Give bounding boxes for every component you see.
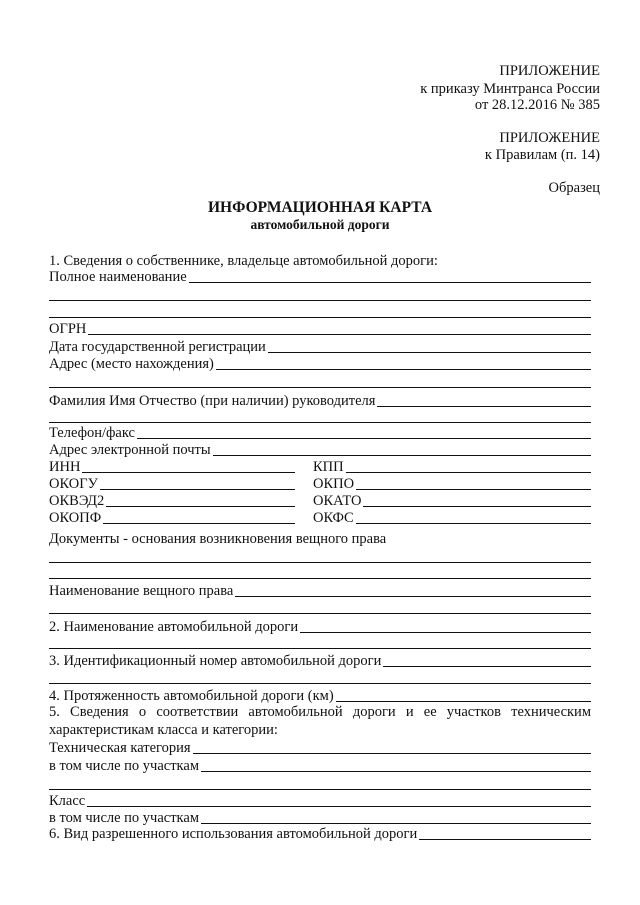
category-sections-field[interactable] <box>201 771 591 772</box>
manager-label: Фамилия Имя Отчество (при наличии) руководителя <box>49 392 376 409</box>
kpp-label: КПП <box>313 458 344 475</box>
appendix-order-date: от 28.12.2016 № 385 <box>474 97 600 113</box>
code-row-kpp <box>313 458 591 474</box>
okogu-label: ОКОГУ <box>49 475 98 492</box>
documents-label: Документы - основания возникновения вещного права <box>49 531 387 547</box>
okopf-field[interactable] <box>103 523 295 524</box>
class-sections-label: в том числе по участкам <box>49 809 199 826</box>
address-row <box>49 355 591 371</box>
email-field[interactable] <box>213 455 591 456</box>
code-row-okfs <box>313 509 591 525</box>
okved-field[interactable] <box>106 506 295 507</box>
code-row-okpo <box>313 475 591 491</box>
road-length-row <box>49 687 591 703</box>
ogrn-field[interactable] <box>88 334 591 335</box>
phone-label: Телефон/факс <box>49 424 135 441</box>
full-name-field[interactable] <box>189 282 591 283</box>
road-name-label: 2. Наименование автомобильной дороги <box>49 618 299 635</box>
reg-date-field[interactable] <box>268 352 591 353</box>
class-row <box>49 792 591 808</box>
address-line-2[interactable] <box>49 387 591 388</box>
right-name-row <box>49 582 591 598</box>
address-field[interactable] <box>216 369 591 370</box>
appendix-title-1: ПРИЛОЖЕНИЕ <box>499 63 600 79</box>
reg-date-label: Дата государственной регистрации <box>49 338 266 355</box>
phone-row <box>49 424 591 440</box>
road-id-label: 3. Идентификационный номер автомобильной дороги <box>49 652 382 669</box>
appendix-rules-ref: к Правилам (п. 14) <box>484 147 600 163</box>
appendix-title-2: ПРИЛОЖЕНИЕ <box>499 130 600 146</box>
documents-line-1[interactable] <box>49 562 591 563</box>
okfs-label: ОКФС <box>313 509 354 526</box>
okpo-field[interactable] <box>356 489 591 490</box>
code-row-inn <box>49 458 295 474</box>
usage-type-field[interactable] <box>419 839 591 840</box>
road-id-field[interactable] <box>383 666 591 667</box>
document-subtitle: автомобильной дороги <box>250 217 390 232</box>
manager-line-2[interactable] <box>49 422 591 423</box>
category-sections-row <box>49 757 591 773</box>
reg-date-row <box>49 338 591 354</box>
okopf-label: ОКОПФ <box>49 509 102 526</box>
okfs-field[interactable] <box>356 523 591 524</box>
ogrn-row <box>49 320 591 336</box>
email-row <box>49 441 591 457</box>
right-name-label: Наименование вещного права <box>49 582 234 599</box>
right-name-line-2[interactable] <box>49 613 591 614</box>
section5-heading-line-2: характеристикам класса и категории: <box>49 722 278 738</box>
manager-field[interactable] <box>377 406 591 407</box>
documents-line-2[interactable] <box>49 578 591 579</box>
manager-row <box>49 392 591 408</box>
okpo-label: ОКПО <box>313 475 355 492</box>
class-sections-field[interactable] <box>201 823 591 824</box>
full-name-line-2[interactable] <box>49 300 591 301</box>
class-field[interactable] <box>87 806 591 807</box>
section5-heading-line-1: 5. Сведения о соответствии автомобильной дороги и ее участков техническим <box>49 704 591 720</box>
full-name-label: Полное наименование <box>49 268 187 285</box>
kpp-field[interactable] <box>346 472 591 473</box>
class-label: Класс <box>49 792 86 809</box>
road-length-label: 4. Протяженность автомобильной дороги (км) <box>49 687 334 704</box>
ogrn-label: ОГРН <box>49 320 87 337</box>
code-row-okved <box>49 492 295 508</box>
road-id-line-2[interactable] <box>49 683 591 684</box>
category-sections-line-2[interactable] <box>49 789 591 790</box>
sample-label: Образец <box>548 180 600 196</box>
tech-category-field[interactable] <box>193 753 591 754</box>
road-id-row <box>49 652 591 668</box>
category-sections-label: в том числе по участкам <box>49 757 199 774</box>
road-name-line-2[interactable] <box>49 648 591 649</box>
class-sections-row <box>49 809 591 825</box>
email-label: Адрес электронной почты <box>49 441 211 458</box>
road-name-row <box>49 618 591 634</box>
full-name-line-3[interactable] <box>49 317 591 318</box>
code-row-okogu <box>49 475 295 491</box>
section1-heading: 1. Сведения о собственнике, владельце автомобильной дороги: <box>49 253 438 269</box>
inn-label: ИНН <box>49 458 81 475</box>
code-row-okato <box>313 492 591 508</box>
okato-field[interactable] <box>363 506 591 507</box>
address-label: Адрес (место нахождения) <box>49 355 214 372</box>
document-title: ИНФОРМАЦИОННАЯ КАРТА <box>207 199 433 216</box>
tech-category-row <box>49 739 591 755</box>
road-name-field[interactable] <box>300 632 591 633</box>
appendix-order-ref: к приказу Минтранса России <box>420 81 600 97</box>
road-length-field[interactable] <box>336 701 591 702</box>
code-row-okopf <box>49 509 295 525</box>
okato-label: ОКАТО <box>313 492 362 509</box>
inn-field[interactable] <box>82 472 295 473</box>
tech-category-label: Техническая категория <box>49 739 191 756</box>
okved-label: ОКВЭД2 <box>49 492 105 509</box>
right-name-field[interactable] <box>235 596 591 597</box>
full-name-row <box>49 268 591 284</box>
usage-type-label: 6. Вид разрешенного использования автомобильной дороги <box>49 825 418 842</box>
okogu-field[interactable] <box>100 489 295 490</box>
phone-field[interactable] <box>137 438 591 439</box>
usage-type-row <box>49 825 591 841</box>
